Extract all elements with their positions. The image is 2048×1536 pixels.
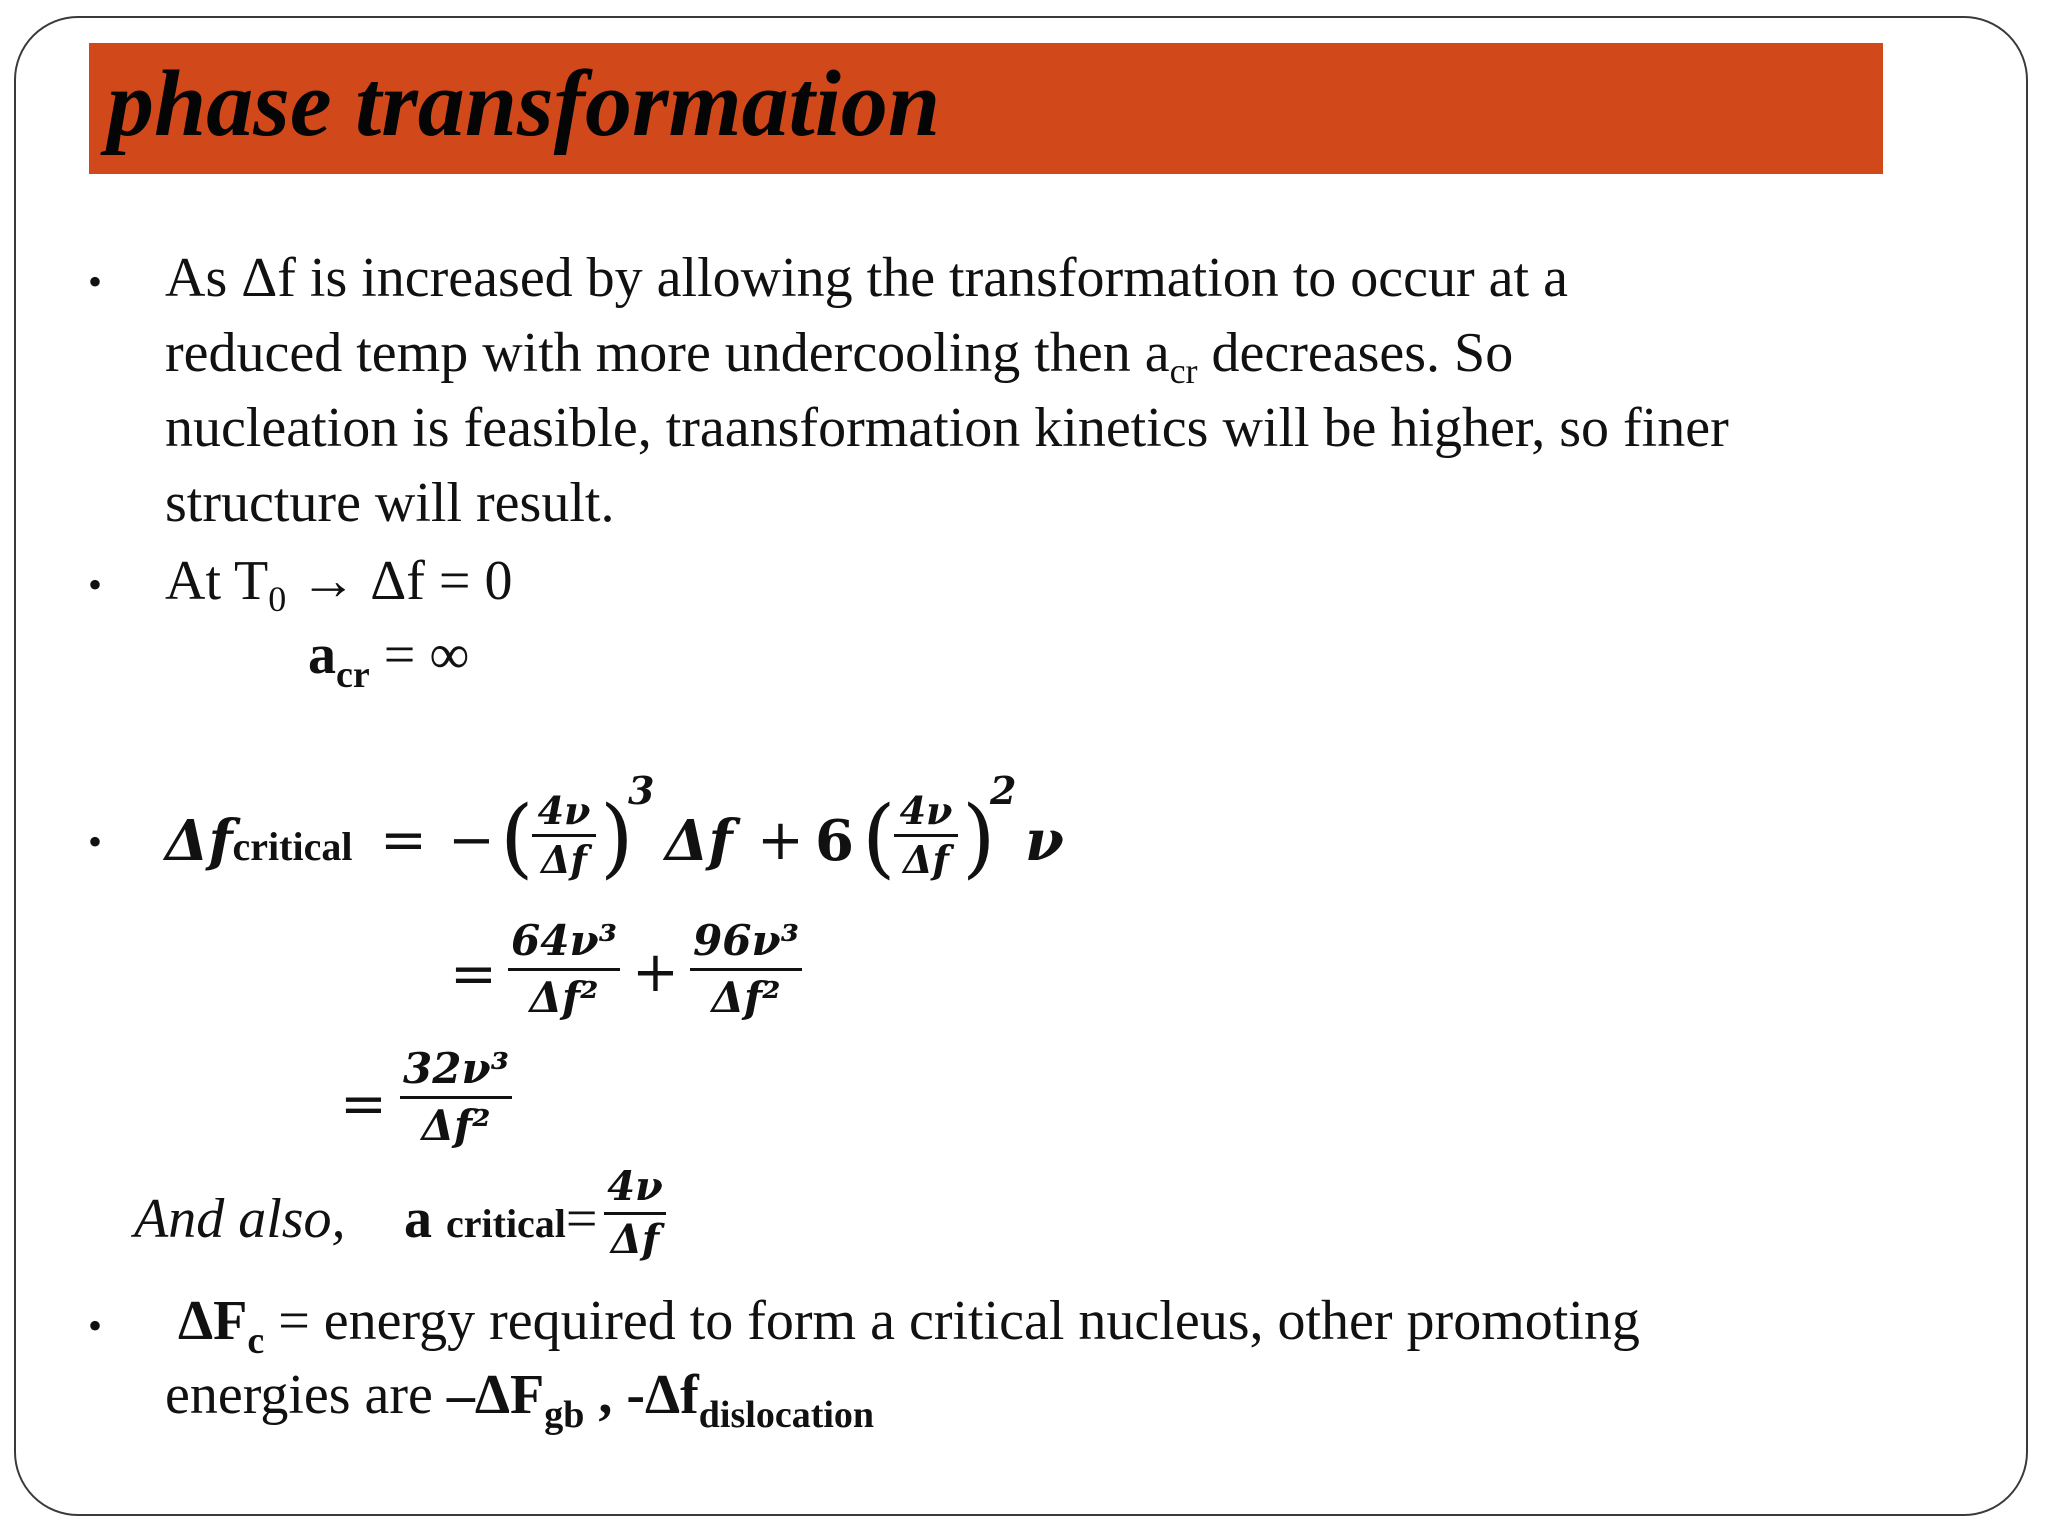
bullet1-line2: reduced temp with more undercooling then $a_{cr}$ decreases. So [165,322,1514,391]
bullet3-line2: energies are $-\Delta F_{gb}$ , $-\Delta f_{dislocation}$ [165,1364,875,1436]
eq-frac2: 4ν Δf [894,788,958,883]
eq-plus: + [757,808,804,873]
eq3-equals: = [340,1072,387,1137]
bullet1-line4: structure will result. [165,472,615,534]
eq-exp2: 2 [990,768,1017,813]
bullet1-line1: As Δf is increased by allowing the transformation to occur at a [165,247,1568,309]
bullet-marker: • [88,819,103,864]
title-bar [89,43,1883,174]
eq-frac1: 4ν Δf [532,788,596,883]
bullet3-line1: $\Delta F_c$ = energy required to form a critical nucleus, other promoting [178,1290,1640,1362]
eq2-frac2: 96ν³ Δf² [690,914,802,1025]
eq-lhs: Δfcritical [165,808,353,874]
slide-title: phase transformation [107,52,941,156]
eq3-frac: 32ν³ Δf² [400,1042,512,1153]
bullet-marker: • [88,259,103,304]
eq-rparen2: ) [962,788,996,888]
bullet-marker: • [88,1303,103,1348]
eq-df: Δf [665,808,733,874]
eq-minus: − [448,808,495,873]
eq-six: 6 [815,808,854,874]
eq-equals: = [380,808,427,873]
eq-rparen: ) [600,788,634,888]
eq-lparen: ( [500,788,534,888]
eq2-plus: + [632,940,679,1005]
eq-lparen2: ( [862,788,896,888]
eq2-equals: = [450,942,497,1007]
eq-nu: ν [1025,808,1064,874]
a-critical: a critical= [404,1188,598,1250]
and-also-label: And also, [134,1188,346,1250]
eq-exp3: 3 [628,768,655,813]
a-critical-frac: 4ν Δf [604,1162,666,1265]
bullet1-line3: nucleation is feasible, traansformation kinetics will be higher, so finer [165,397,1729,459]
bullet-marker: • [88,562,103,607]
acr-infinity: $a_{cr}$ = ∞ [308,624,470,696]
eq2-frac1: 64ν³ Δf² [508,914,620,1025]
bullet2-line: At $T_0 \to \Delta f = 0$ [165,550,513,619]
